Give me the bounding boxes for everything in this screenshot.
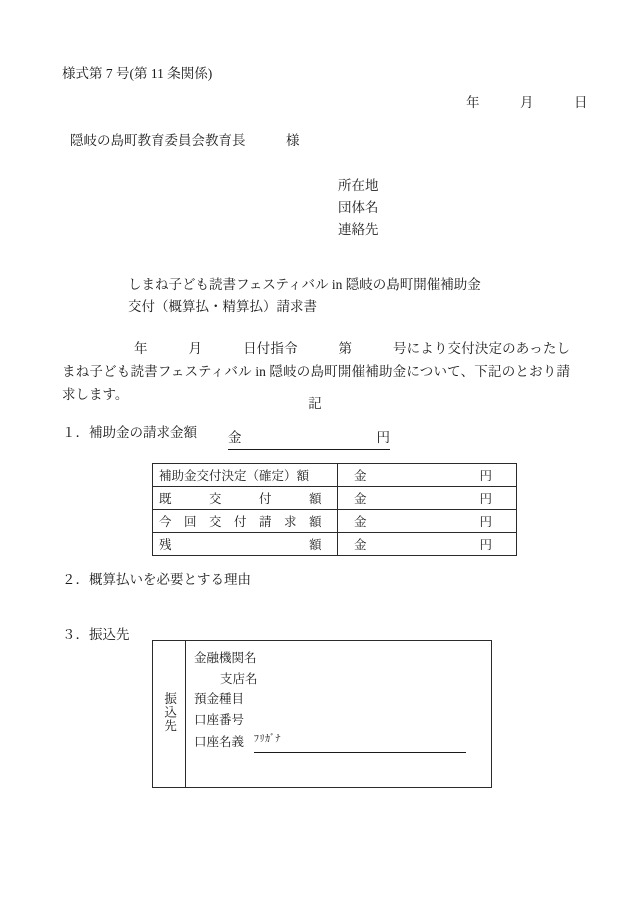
item-1-currency-suffix: 円 bbox=[376, 430, 390, 445]
amount-value-decision bbox=[344, 466, 510, 484]
amount-label-current-request: 今 回 交 付 請 求 額 bbox=[159, 515, 322, 529]
bank-field-account-name-label: 口座名義 bbox=[194, 735, 245, 749]
bank-table-fields-cell bbox=[186, 641, 492, 788]
yen-suffix: 円 bbox=[479, 492, 492, 506]
item-1-amount-field bbox=[228, 426, 390, 450]
amount-label-remaining: 残 額 bbox=[159, 538, 322, 552]
item-1-heading: １．補助金の請求金額 bbox=[62, 425, 197, 440]
bank-field-furigana: ﾌﾘｶﾞﾅ bbox=[254, 730, 466, 753]
bank-field-institution: 金融機関名 bbox=[194, 651, 257, 665]
bank-field-account-number: 口座番号 bbox=[194, 712, 245, 727]
amount-table-label-cell bbox=[153, 487, 338, 510]
yen-prefix: 金 bbox=[354, 515, 367, 529]
amount-table-label-cell bbox=[153, 533, 338, 556]
amount-label-already-paid: 既 交 付 額 bbox=[159, 492, 322, 506]
item-1-currency-prefix: 金 bbox=[228, 430, 242, 445]
document-title-line-2: 交付（概算払・精算払）請求書 bbox=[128, 299, 317, 314]
yen-prefix: 金 bbox=[354, 492, 367, 506]
applicant-field-organization: 団体名 bbox=[338, 200, 379, 215]
table-row bbox=[153, 641, 492, 788]
bank-field-account-name-row bbox=[194, 730, 491, 753]
bank-field-deposit-type: 預金種目 bbox=[194, 692, 245, 706]
document-title-line-1: しまね子ども読書フェスティバル in 隠岐の島町開催補助金 bbox=[128, 277, 481, 292]
form-number: 様式第 7 号(第 11 条関係) bbox=[62, 66, 213, 81]
amount-label-decision: 補助金交付決定（確定）額 bbox=[159, 469, 310, 483]
yen-suffix: 円 bbox=[479, 469, 492, 483]
bank-transfer-table bbox=[152, 640, 492, 788]
yen-suffix: 円 bbox=[479, 515, 492, 529]
table-row bbox=[153, 533, 517, 556]
bank-field-branch: 支店名 bbox=[220, 671, 258, 686]
ki-mark: 記 bbox=[308, 396, 322, 411]
document-title bbox=[128, 274, 481, 318]
item-2-heading: ２．概算払いを必要とする理由 bbox=[62, 572, 251, 587]
amount-table-value-cell bbox=[338, 464, 517, 487]
yen-prefix: 金 bbox=[354, 469, 367, 483]
date-line: 年 月 日 bbox=[466, 95, 588, 110]
applicant-field-address: 所在地 bbox=[338, 178, 379, 193]
bank-vertical-label: 振込先 bbox=[162, 691, 177, 733]
amount-table-value-cell bbox=[338, 533, 517, 556]
amount-table-value-cell bbox=[338, 510, 517, 533]
amount-value-already-paid bbox=[344, 489, 510, 507]
yen-suffix: 円 bbox=[479, 538, 492, 552]
table-row bbox=[153, 487, 517, 510]
yen-prefix: 金 bbox=[354, 538, 367, 552]
body-paragraph: 年 月 日付指令 第 号により交付決定のあったしまね子ども読書フェスティバル in 隠岐の島町開催補助金について、下記のとおり請求します。 bbox=[62, 341, 570, 402]
amount-value-remaining bbox=[344, 535, 510, 553]
amount-table bbox=[152, 463, 517, 556]
applicant-info-block bbox=[338, 175, 379, 241]
addressee-line: 隠岐の島町教育委員会教育長 様 bbox=[70, 133, 300, 148]
applicant-field-contact: 連絡先 bbox=[338, 222, 379, 237]
table-row bbox=[153, 510, 517, 533]
item-3-heading: ３．振込先 bbox=[62, 627, 130, 642]
bank-table-vertical-label-cell bbox=[153, 641, 186, 788]
table-row bbox=[153, 464, 517, 487]
amount-table-label-cell bbox=[153, 510, 338, 533]
amount-value-current-request bbox=[344, 512, 510, 530]
amount-table-label-cell bbox=[153, 464, 338, 487]
amount-table-value-cell bbox=[338, 487, 517, 510]
